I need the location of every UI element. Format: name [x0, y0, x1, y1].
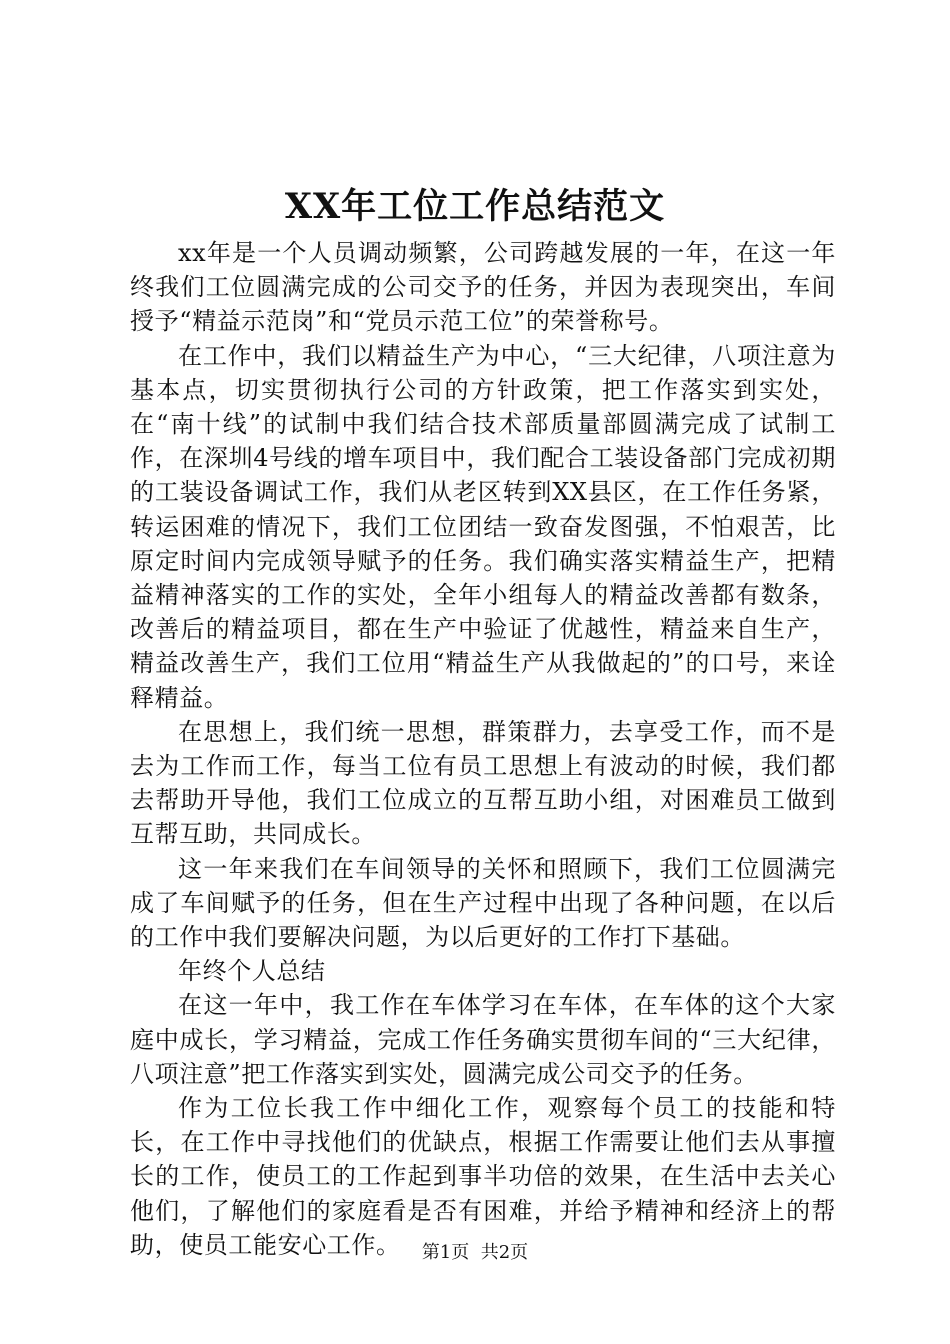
paragraph-thought: 在思想上，我们统一思想，群策群力，去享受工作，而不是去为工作而工作，每当工位有员工思想上有波动的时候，我们都去帮助开导他，我们工位成立的互帮互助小组，对困难员工做到互帮互助，共同成长。	[130, 717, 836, 849]
paragraph-intro: xx年是一个人员调动频繁，公司跨越发展的一年，在这一年终我们工位圆满完成的公司交予的任务，并因为表现突出，车间授予“精益示范岗”和“党员示范工位”的荣誉称号。	[130, 239, 836, 336]
footer-separator	[469, 1242, 480, 1263]
paragraph-work: 在工作中，我们以精益生产为中心，“三大纪律，八项注意为基本点，切实贯彻执行公司的方针政策，把工作落实到实处，在“南十线”的试制中我们结合技术部质量部圆满完成了试制工作，在深圳4号线的增车项目中，我们配合工装设备部门完成初期的工装设备调试工作，我们从老区转到XX县区，在工作任务紧，转运困难的情况下，我们工位团结一致奋发图强，不怕艰苦，比原定时间内完成领导赋予的任务。我们确实落实精益生产，把精益精神落实的工作的实处，全年小组每人的精益改善都有数条，改善后的精益项目，都在生产中验证了优越性，精益来自生产，精益改善生产，我们工位用“精益生产从我做起的”的口号，来诠释精益。	[130, 341, 836, 712]
page-number: 第1页	[421, 1242, 470, 1263]
paragraph-personal-growth: 在这一年中，我工作在车体学习在车体，在车体的这个大家庭中成长，学习精益，完成工作任务确实贯彻车间的“三大纪律，八项注意”把工作落实到实处，圆满完成公司交予的任务。	[130, 991, 836, 1088]
paragraph-team-lead: 作为工位长我工作中细化工作，观察每个员工的技能和特长，在工作中寻找他们的优缺点，根据工作需要让他们去从事擅长的工作，使员工的工作起到事半功倍的效果，在生活中去关心他们，了解他们的家庭看是否有困难，并给予精神和经济上的帮助，使员工能安心工作。	[130, 1094, 836, 1259]
section-heading-personal-summary: 年终个人总结	[178, 957, 326, 986]
document-body	[130, 236, 836, 1262]
paragraph-year-review: 这一年来我们在车间领导的关怀和照顾下，我们工位圆满完成了车间赋予的任务，但在生产过程中出现了各种问题，在以后的工作中我们要解决问题，为以后更好的工作打下基础。	[130, 854, 836, 952]
document-title: XX年工位工作总结范文	[284, 186, 666, 227]
page-total: 共2页	[480, 1242, 529, 1263]
page-footer	[0, 1241, 950, 1265]
